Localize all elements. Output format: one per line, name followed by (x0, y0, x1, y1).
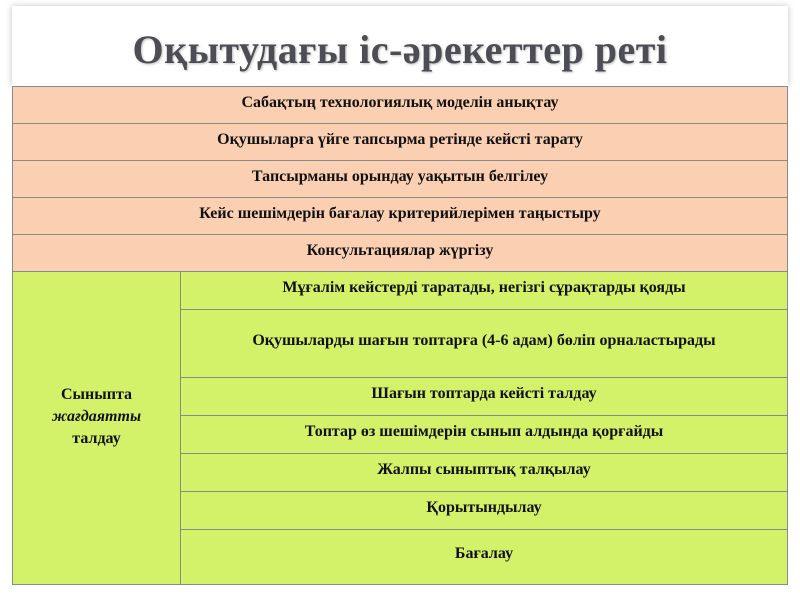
steps-table (12, 86, 788, 585)
classroom-step-cell: Топтар өз шешімдерін сынып алдында қорғайды (181, 416, 787, 454)
classroom-step-cell: Жалпы сыныптық талқылау (181, 454, 787, 492)
table-row (13, 124, 787, 161)
step-cell: Кейс шешімдерін бағалау критерийлерімен таңыстыру (13, 198, 787, 235)
slide-title: Оқытудағы іс-әрекеттер реті (132, 27, 668, 72)
classroom-step-cell: Мұғалім кейстерді таратады, негізгі сұрақтарды қояды (181, 272, 787, 310)
classroom-steps (181, 272, 787, 584)
classroom-label-line: талдау (72, 430, 121, 447)
classroom-step-cell: Оқушыларды шағын топтарға (4-6 адам) бөліп орналастырады (181, 310, 787, 378)
step-cell: Сабақтың технологиялық моделін анықтау (13, 87, 787, 124)
step-cell: Консультациялар жүргізу (13, 235, 787, 272)
classroom-label (13, 384, 180, 450)
table-row (13, 235, 787, 272)
classroom-block (13, 272, 787, 584)
classroom-label-cell (13, 272, 181, 584)
table-row (13, 161, 787, 198)
classroom-label-line: Сыныпта (60, 386, 133, 403)
classroom-step-cell: Қорытындылау (181, 492, 787, 530)
step-cell: Оқушыларға үйге тапсырма ретінде кейсті тарату (13, 124, 787, 161)
table-row (13, 198, 787, 235)
classroom-step-cell: Шағын топтарда кейсті талдау (181, 378, 787, 416)
title-bar (12, 6, 788, 86)
step-cell: Тапсырманы орындау уақытын белгілеу (13, 161, 787, 198)
table-row (13, 87, 787, 124)
classroom-step-cell: Бағалау (454, 545, 514, 562)
classroom-label-line: жағдаятты (51, 408, 142, 425)
